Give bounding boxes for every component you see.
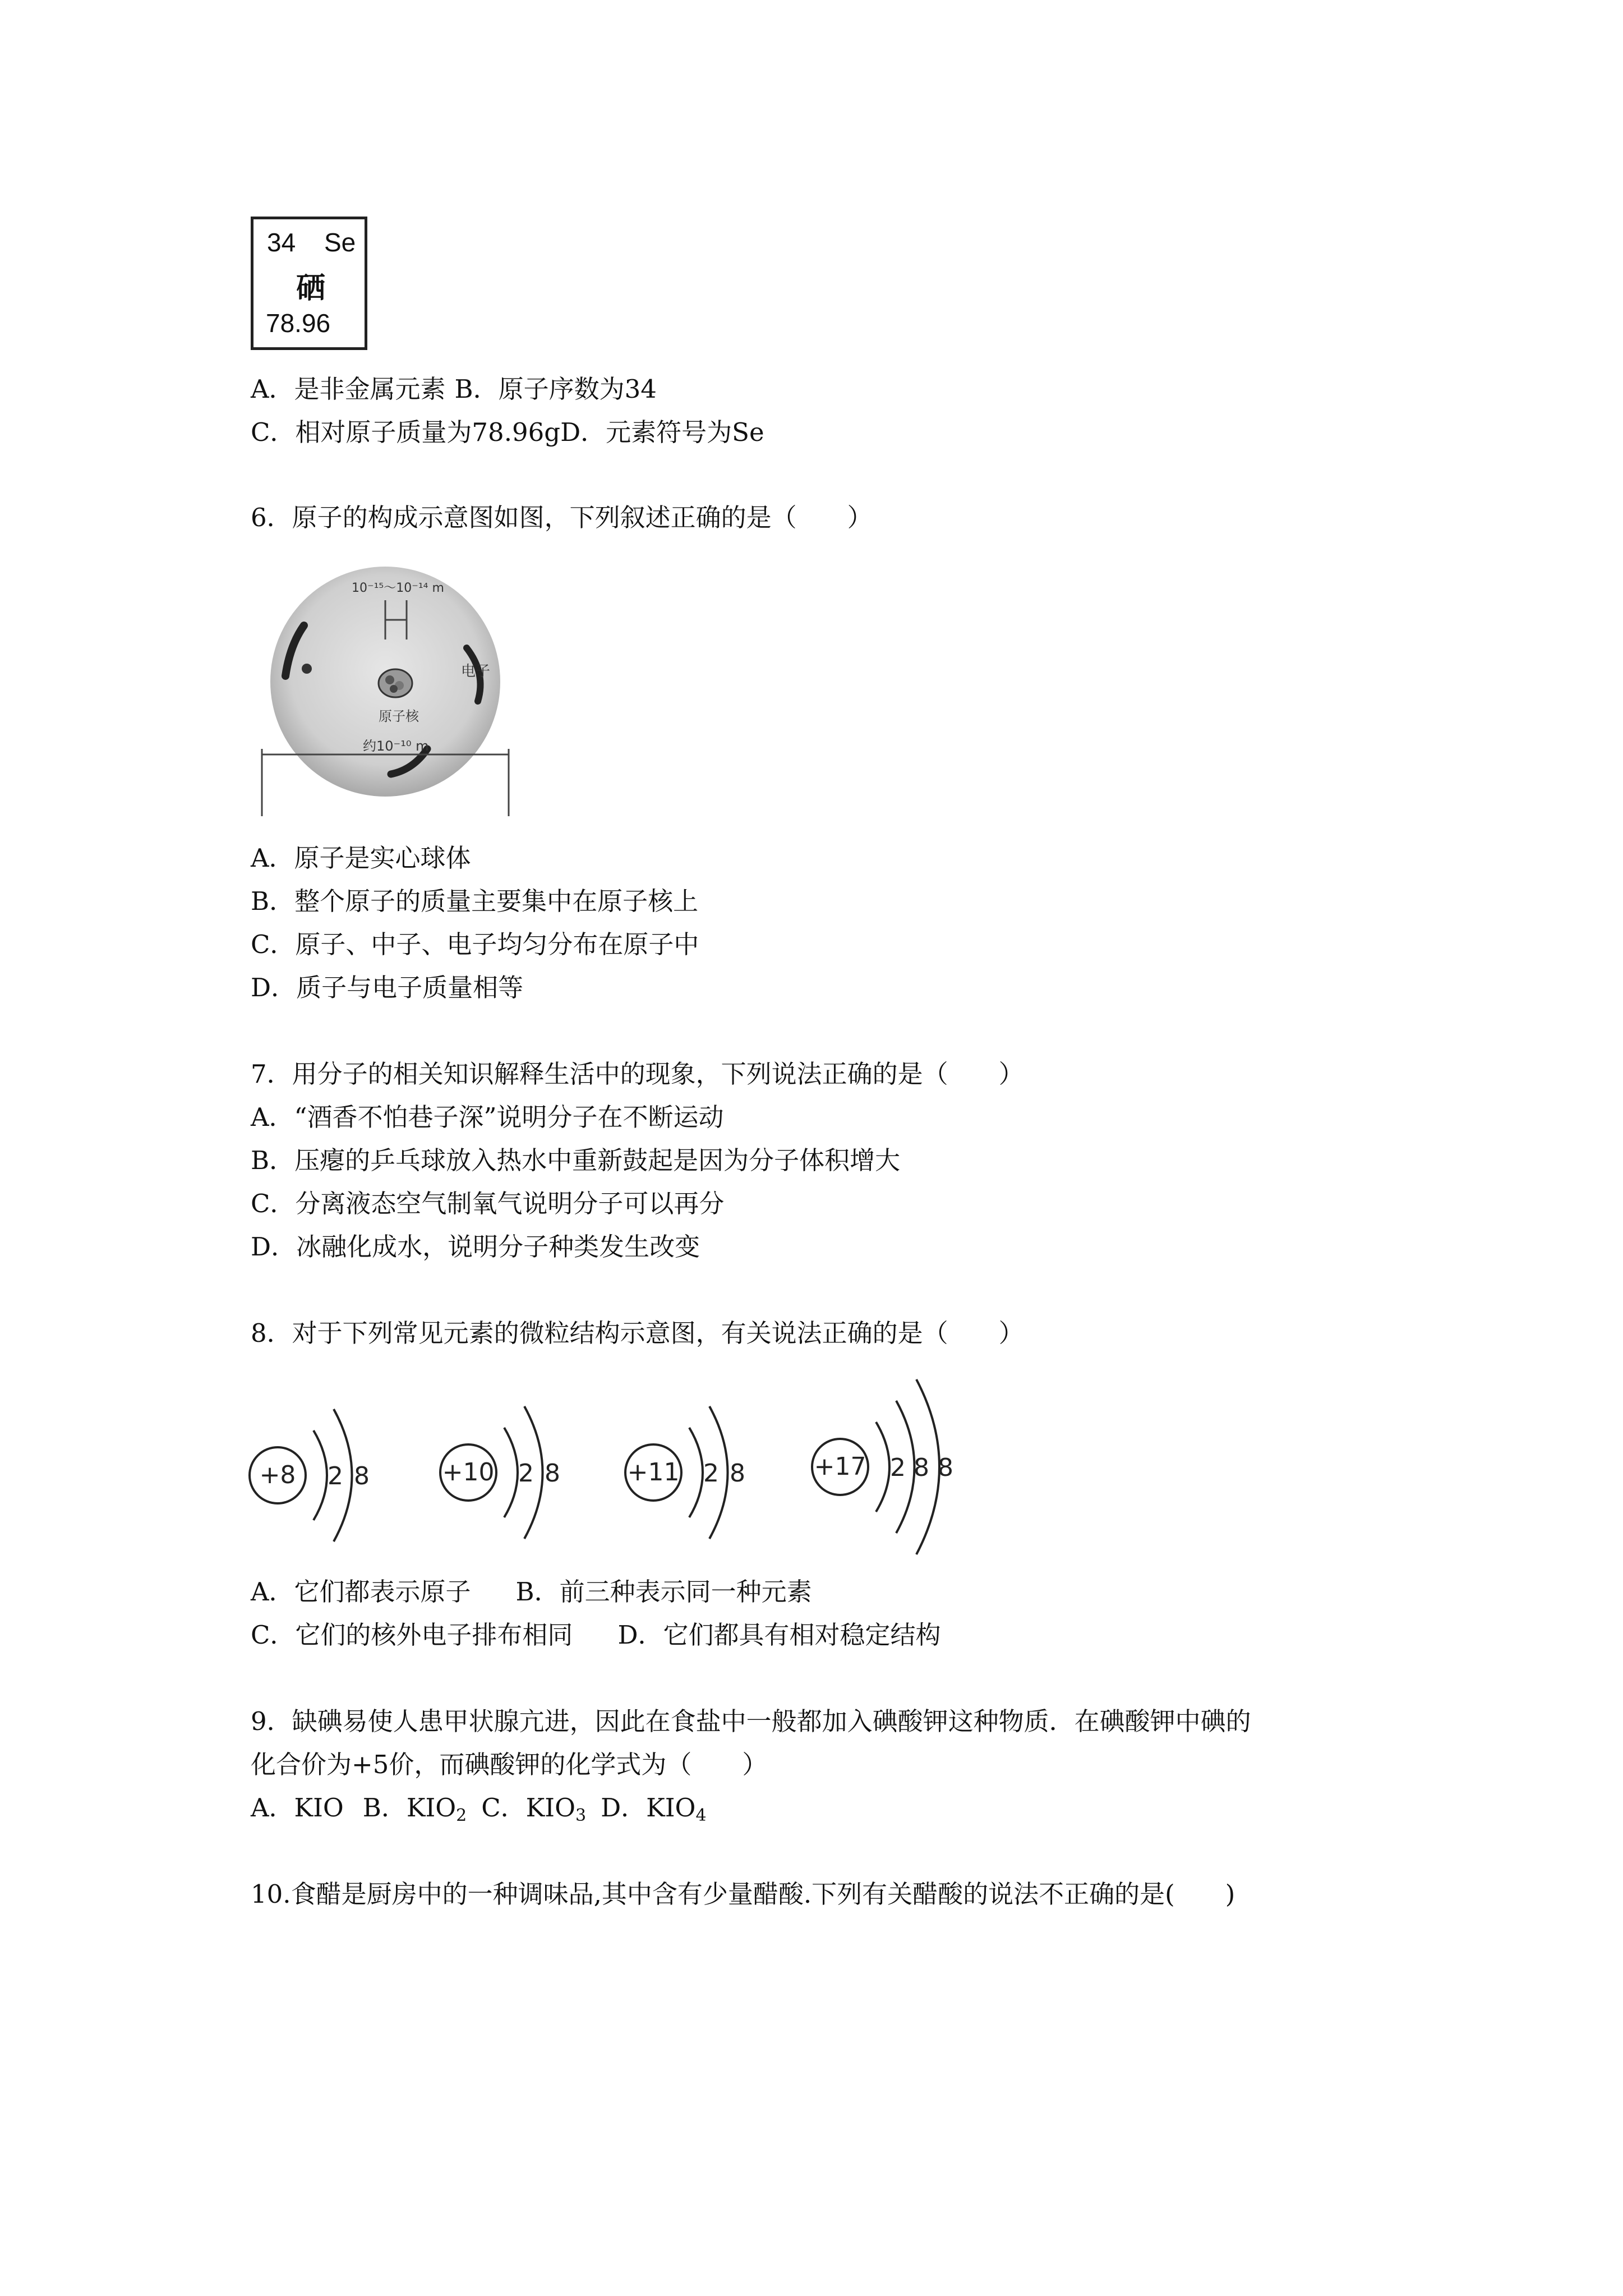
shell-3-electrons: 8 xyxy=(938,1453,953,1482)
shell-2-electrons: 8 xyxy=(354,1462,370,1490)
nucleus-charge: +11 xyxy=(627,1458,680,1487)
nucleus xyxy=(379,669,412,697)
nucleus-label: 原子核 xyxy=(379,708,419,724)
q8-option-b: B．前三种表示同一种元素 xyxy=(515,1577,812,1607)
structure-diagram-3 xyxy=(625,1406,745,1539)
q7-option-c: C．分离液态空气制氧气说明分子可以再分 xyxy=(251,1189,725,1218)
q9-options-row xyxy=(251,1791,707,1825)
q8-option-c: C．它们的核外电子排布相同 xyxy=(251,1620,573,1650)
structure-diagram-4 xyxy=(812,1379,953,1554)
atom-size-label: 约10⁻¹⁰ m xyxy=(363,738,429,754)
shell-1-electrons: 2 xyxy=(890,1453,906,1482)
q9-option-b: B．$KIO_2$ xyxy=(362,1793,467,1825)
atomic-number: 34 xyxy=(267,228,296,257)
q5-option-a: A．是非金属元素 xyxy=(251,374,446,404)
q9-option-a: A．KIO xyxy=(251,1793,344,1823)
q10-stem: 10.食醋是厨房中的一种调味品,其中含有少量醋酸.下列有关醋酸的说法不正确的是( ) xyxy=(251,1879,1235,1909)
atomic-mass: 78.96 xyxy=(266,309,331,338)
nucleus-charge: +17 xyxy=(814,1452,866,1481)
q6-option-d: D．质子与电子质量相等 xyxy=(251,973,524,1002)
q5-option-b: B．原子序数为34 xyxy=(454,374,657,404)
q6-stem: 6．原子的构成示意图如图，下列叙述正确的是（ ） xyxy=(251,503,873,532)
q5-option-c: C．相对原子质量为78.96g xyxy=(251,417,561,447)
element-name: 硒 xyxy=(296,272,326,305)
q5-options-row-2 xyxy=(251,416,764,449)
shell-1-electrons: 2 xyxy=(518,1459,534,1488)
shell-1-electrons: 2 xyxy=(328,1462,343,1490)
nucleus-charge: +8 xyxy=(259,1461,296,1489)
q5-option-d: D．元素符号为Se xyxy=(560,417,764,447)
shell-2-electrons: 8 xyxy=(914,1453,929,1482)
shell-1-electrons: 2 xyxy=(703,1459,719,1488)
q8-options-row-1 xyxy=(251,1575,812,1609)
q6-option-a: A．原子是实心球体 xyxy=(251,843,471,873)
element-symbol: Se xyxy=(324,228,356,257)
q8-stem: 8．对于下列常见元素的微粒结构示意图，有关说法正确的是（ ） xyxy=(251,1318,1024,1348)
electron-label: 电子 xyxy=(461,663,491,680)
nucleus-size-label: 10⁻¹⁵～10⁻¹⁴ m xyxy=(352,581,444,595)
shell-2-electrons: 8 xyxy=(545,1459,560,1488)
q9-option-d: D．$KIO_4$ xyxy=(601,1793,707,1825)
q8-option-d: D．它们都具有相对稳定结构 xyxy=(617,1620,941,1650)
q7-option-a: A．“酒香不怕巷子深”说明分子在不断运动 xyxy=(251,1102,724,1132)
q8-option-a: A．它们都表示原子 xyxy=(251,1577,471,1607)
q9-stem-line-2: 化合价为+5价，而碘酸钾的化学式为（ ） xyxy=(251,1750,768,1779)
q5-options-row-1 xyxy=(251,372,657,406)
q6-option-b: B．整个原子的质量主要集中在原子核上 xyxy=(251,886,699,916)
atom-structure-figure xyxy=(251,561,531,819)
q7-option-d: D．冰融化成水，说明分子种类发生改变 xyxy=(251,1232,700,1262)
q9-stem-line-1: 9．缺碘易使人患甲状腺亢进，因此在食盐中一般都加入碘酸钾这种物质．在碘酸钾中碘的 xyxy=(251,1706,1251,1736)
q7-option-b: B．压瘪的乒乓球放入热水中重新鼓起是因为分子体积增大 xyxy=(251,1145,901,1175)
electron-1 xyxy=(302,664,312,674)
structure-diagram-2 xyxy=(440,1406,560,1539)
nucleus-charge: +10 xyxy=(442,1458,495,1487)
q9-option-c: C．$KIO_3$ xyxy=(481,1793,587,1825)
q6-option-c: C．原子、中子、电子均匀分布在原子中 xyxy=(251,930,699,959)
ion-structure-diagrams xyxy=(247,1369,987,1571)
q7-stem: 7．用分子的相关知识解释生活中的现象，下列说法正确的是（ ） xyxy=(251,1059,1024,1089)
element-card xyxy=(251,217,367,350)
q8-options-row-2 xyxy=(251,1618,941,1652)
structure-diagram-1 xyxy=(250,1409,370,1542)
shell-2-electrons: 8 xyxy=(730,1459,745,1488)
